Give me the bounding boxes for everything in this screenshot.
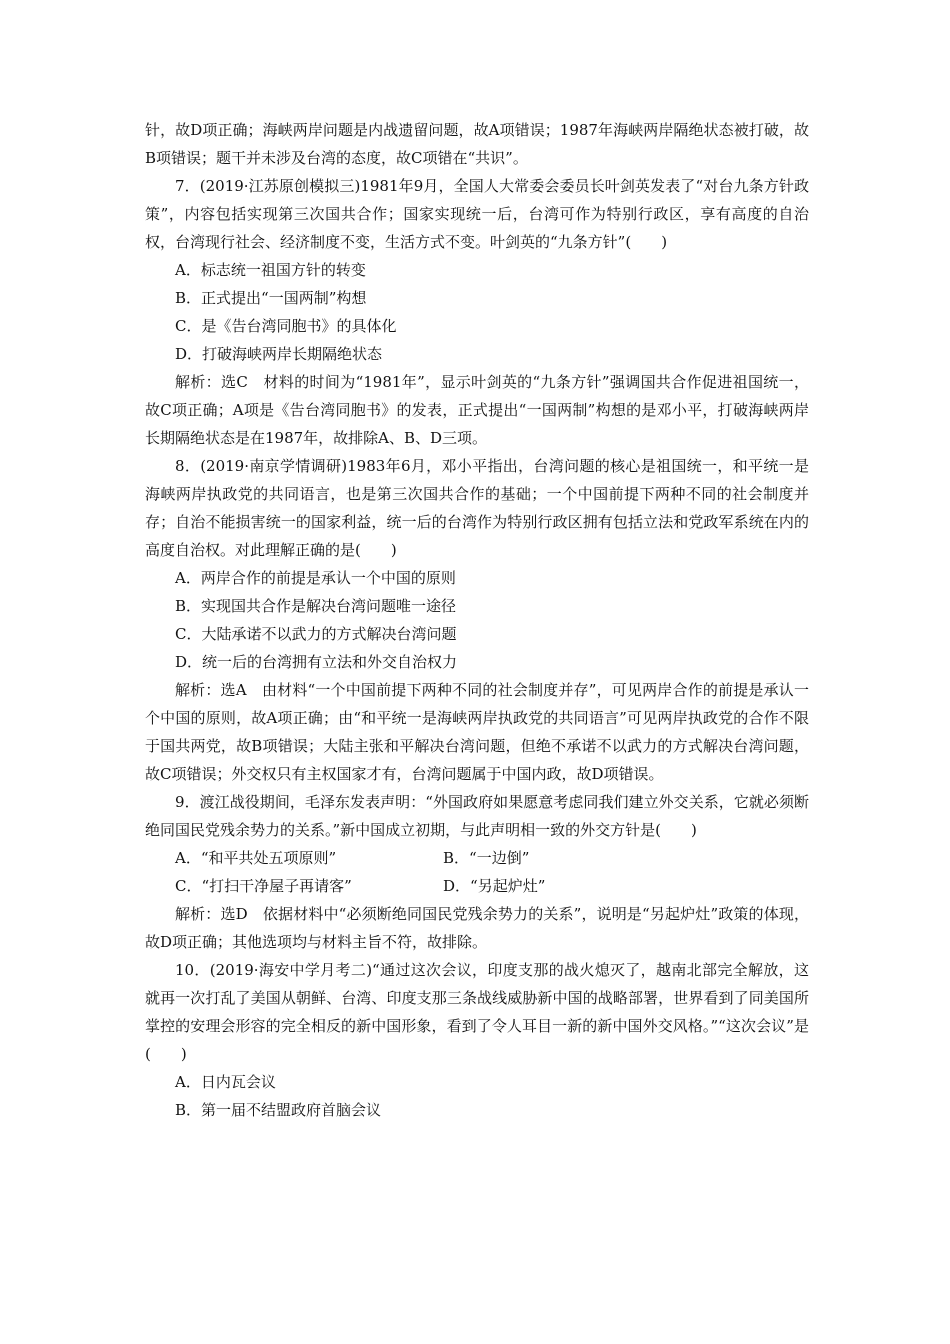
option-b: B．第一届不结盟政府首脑会议	[175, 1101, 382, 1119]
question-8	[145, 452, 809, 788]
document-page	[145, 116, 809, 1124]
option-b: B．正式提出“一国两制”构想	[175, 289, 367, 307]
option-a: A．“和平共处五项原则”	[175, 849, 337, 867]
question-stem: 7．(2019·江苏原创模拟三)1981年9月，全国人大常委会委员长叶剑英发表了“对台九条方针政策”，内容包括实现第三次国共合作；国家实现统一后，台湾可作为特别行政区，享有高度的自治权，台湾现行社会、经济制度不变，生活方式不变。叶剑英的“九条方针”( )	[145, 177, 809, 251]
option-c: C．是《告台湾同胞书》的具体化	[175, 317, 397, 335]
option-a: A．日内瓦会议	[175, 1073, 276, 1091]
option-c: C．大陆承诺不以武力的方式解决台湾问题	[175, 625, 457, 643]
option-d: D．“另起炉灶”	[443, 877, 546, 895]
question-9	[145, 788, 809, 956]
option-row-cd	[145, 872, 809, 900]
q6-analysis-tail: 针，故D项正确；海峡两岸问题是内战遗留问题，故A项错误；1987年海峡两岸隔绝状态被打破，故B项错误；题干并未涉及台湾的态度，故C项错在“共识”。	[145, 121, 809, 167]
option-row-ab	[145, 844, 809, 872]
option-d: D．打破海峡两岸长期隔绝状态	[175, 345, 383, 363]
question-stem: 8．(2019·南京学情调研)1983年6月，邓小平指出，台湾问题的核心是祖国统一，和平统一是海峡两岸执政党的共同语言，也是第三次国共合作的基础；一个中国前提下两种不同的社会制度并存；自治不能损害统一的国家利益，统一后的台湾作为特别行政区拥有包括立法和党政军系统在内的高度自治权。对此理解正确的是( )	[145, 457, 809, 559]
question-7	[145, 172, 809, 452]
option-d: D．统一后的台湾拥有立法和外交自治权力	[175, 653, 458, 671]
question-stem: 10．(2019·海安中学月考二)“通过这次会议，印度支那的战火熄灭了，越南北部完全解放，这就再一次打乱了美国从朝鲜、台湾、印度支那三条战线威胁新中国的战略部署，世界看到了同美国所掌控的安理会形容的完全相反的新中国形象，看到了令人耳目一新的新中国外交风格。”“这次会议”是( )	[145, 961, 809, 1063]
option-b: B．实现国共合作是解决台湾问题唯一途径	[175, 597, 457, 615]
option-b: B．“一边倒”	[443, 849, 530, 867]
question-analysis: 解析：选A 由材料“一个中国前提下两种不同的社会制度并存”，可见两岸合作的前提是承认一个中国的原则，故A项正确；由“和平统一是海峡两岸执政党的共同语言”可见两岸执政党的合作不限于国共两党，故B项错误；大陆主张和平解决台湾问题，但绝不承诺不以武力的方式解决台湾问题，故C项错误；外交权只有主权国家才有，台湾问题属于中国内政，故D项错误。	[145, 681, 809, 783]
option-c: C．“打扫干净屋子再请客”	[175, 877, 352, 895]
question-analysis: 解析：选D 依据材料中“必须断绝同国民党残余势力的关系”，说明是“另起炉灶”政策的体现，故D项正确；其他选项均与材料主旨不符，故排除。	[145, 905, 809, 951]
option-a: A．两岸合作的前提是承认一个中国的原则	[175, 569, 456, 587]
question-analysis: 解析：选C 材料的时间为“1981年”，显示叶剑英的“九条方针”强调国共合作促进祖国统一，故C项正确；A项是《告台湾同胞书》的发表，正式提出“一国两制”构想的是邓小平，打破海峡两岸长期隔绝状态是在1987年，故排除A、B、D三项。	[145, 373, 809, 447]
question-stem: 9．渡江战役期间，毛泽东发表声明：“外国政府如果愿意考虑同我们建立外交关系，它就必须断绝同国民党残余势力的关系。”新中国成立初期，与此声明相一致的外交方针是( )	[145, 793, 809, 839]
option-a: A．标志统一祖国方针的转变	[175, 261, 366, 279]
question-10	[145, 956, 809, 1124]
